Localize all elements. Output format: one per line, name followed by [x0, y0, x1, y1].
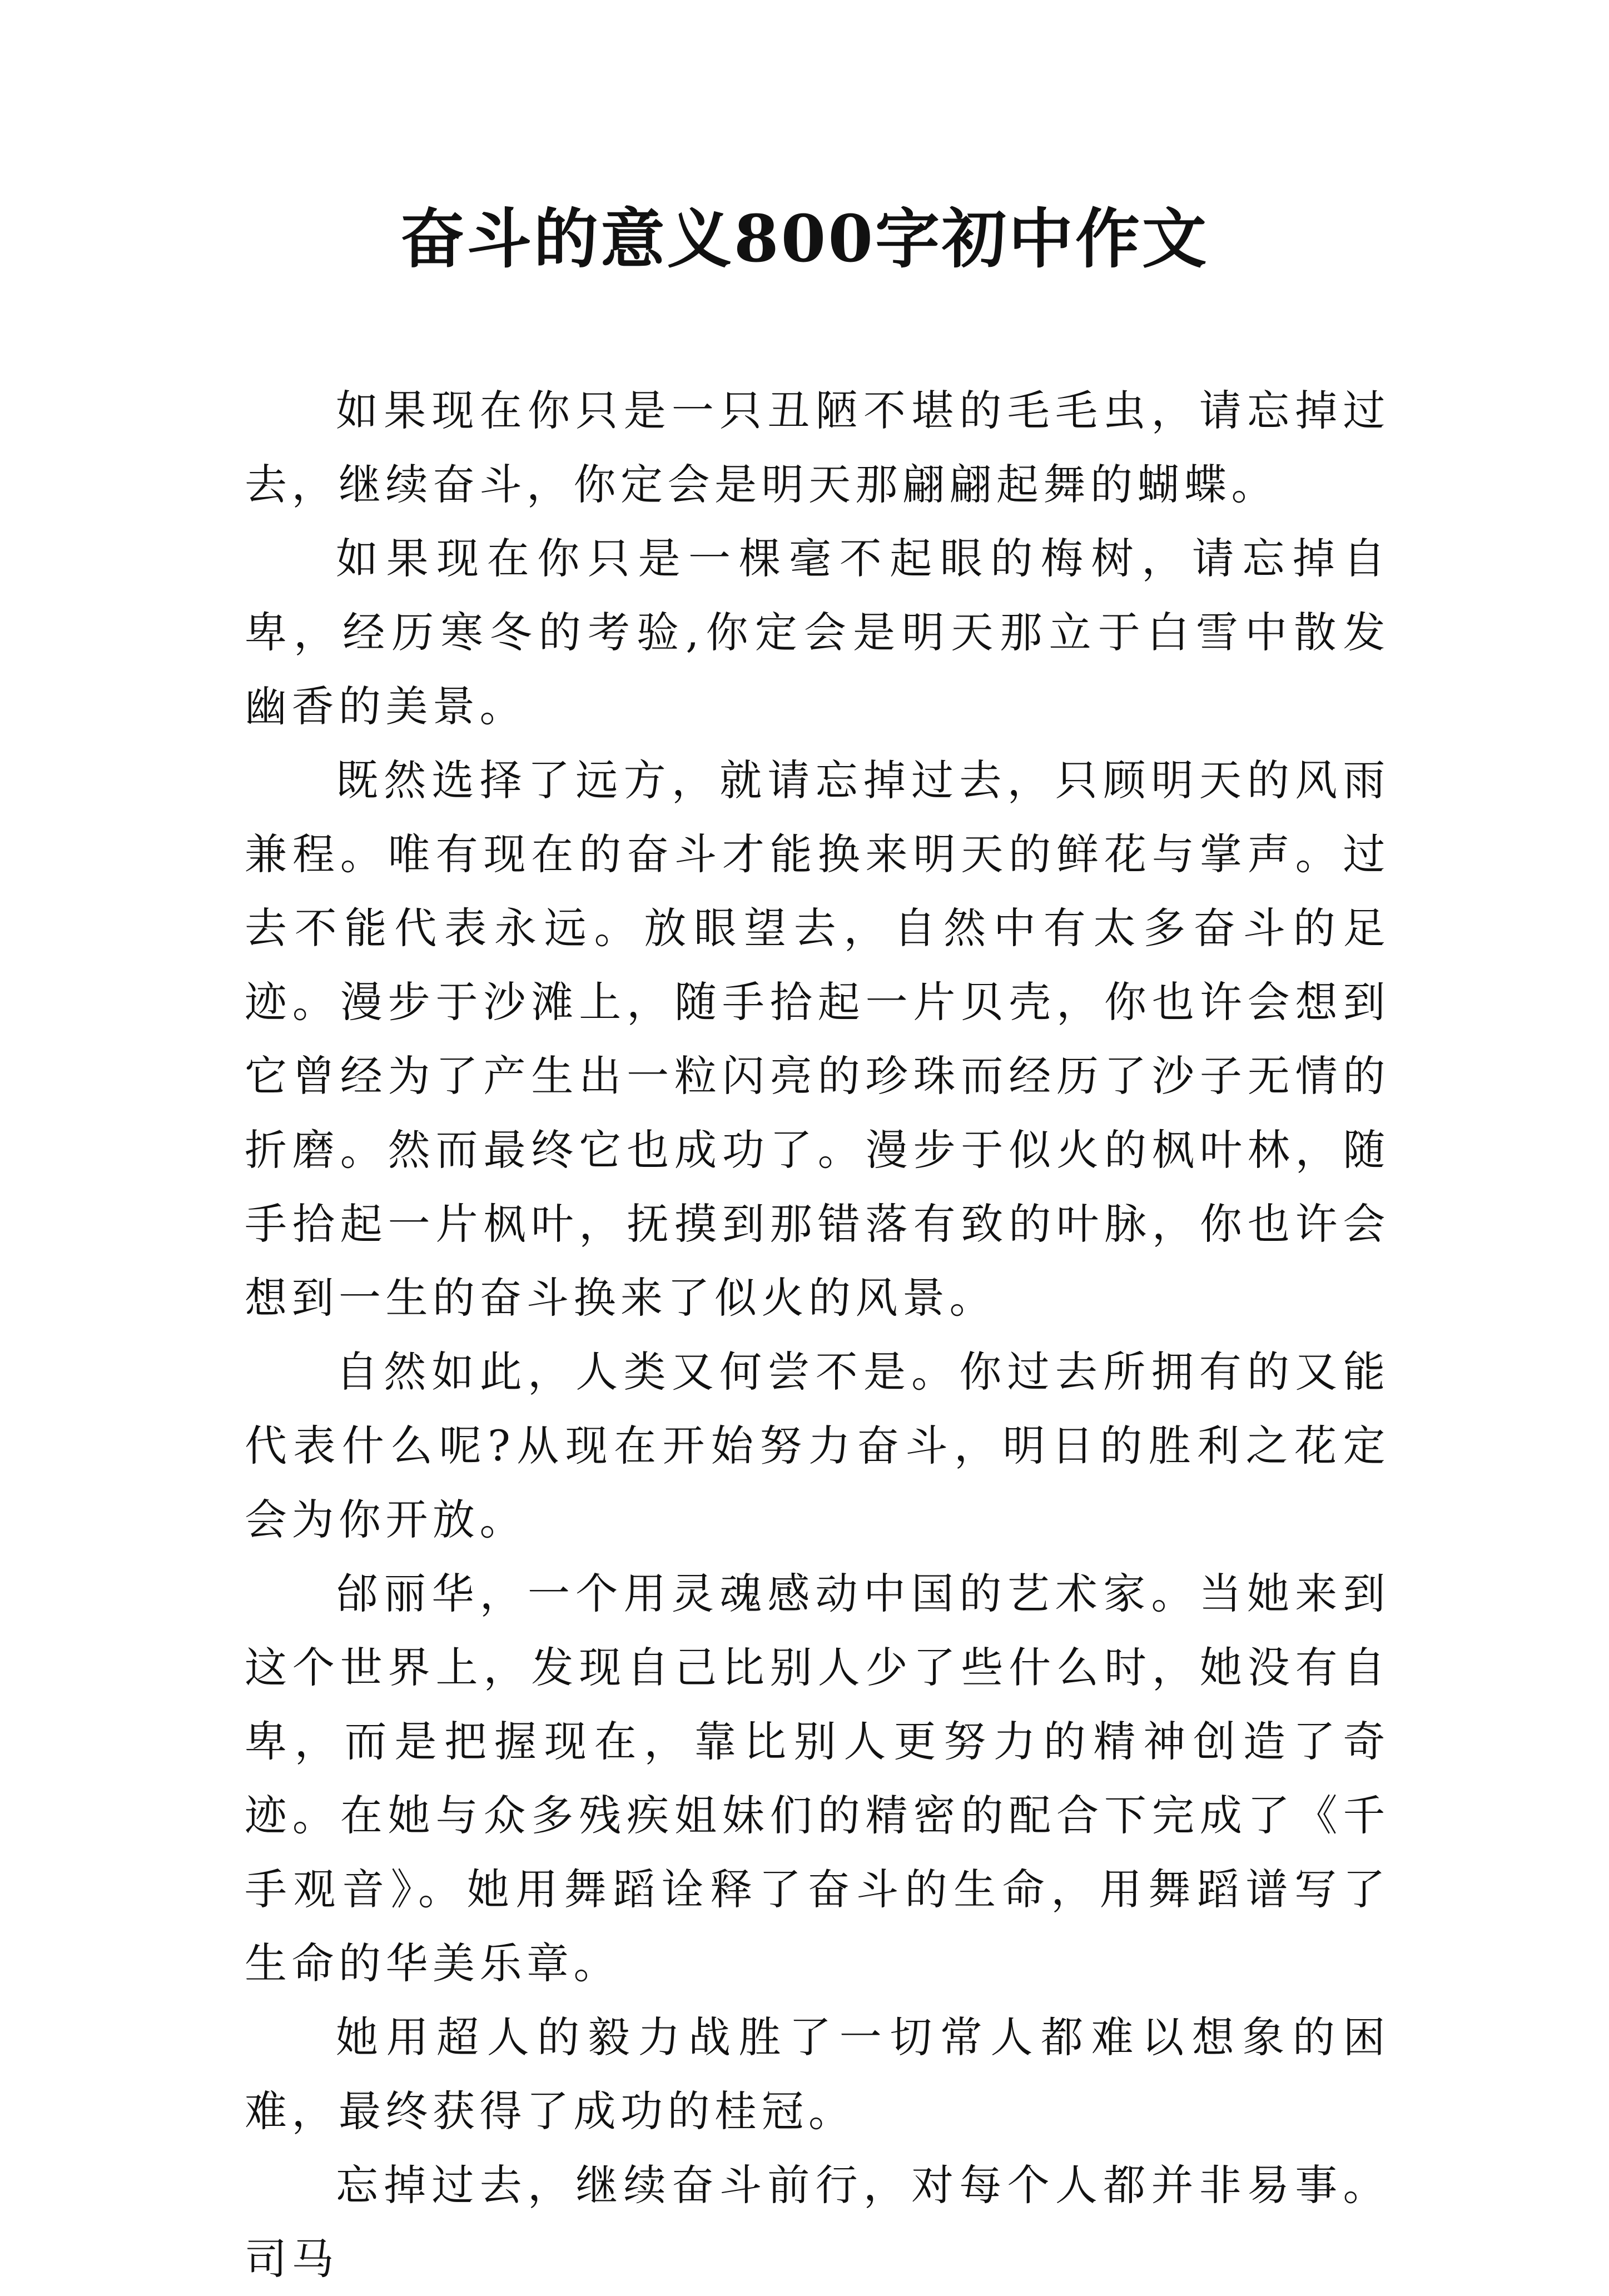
paragraph-7: 忘掉过去，继续奋斗前行，对每个人都并非易事。司马 [245, 2160, 1390, 2284]
paragraph-3: 既然选择了远方，就请忘掉过去，只顾明天的风雨兼程。唯有现在的奋斗才能换来明天的鲜花与掌声。过去不能代表永远。放眼望去，自然中有太多奋斗的足迹。漫步于沙滩上，随手拾起一片贝壳，你也许会想到它曾经为了产生出一粒闪亮的珍珠而经历了沙子无情的折磨。然而最终它也成功了。漫步于似火的枫叶林，随手拾起一片枫叶，抚摸到那错落有致的叶脉，你也许会想到一生的奋斗换来了似火的风景。 [245, 756, 1390, 1323]
paragraph-5: 邰丽华，一个用灵魂感动中国的艺术家。当她来到这个世界上，发现自己比别人少了些什么时，她没有自卑，而是把握现在，靠比别人更努力的精神创造了奇迹。在她与众多残疾姐妹们的精密的配合下完成了《千手观音》。她用舞蹈诠释了奋斗的生命，用舞蹈谱写了生命的华美乐章。 [245, 1569, 1390, 1988]
paragraph-6: 她用超人的毅力战胜了一切常人都难以想象的困难，最终获得了成功的桂冠。 [245, 2012, 1390, 2136]
document-title: 奋斗的意义800字初中作文 [400, 201, 1209, 277]
paragraph-4: 自然如此，人类又何尝不是。你过去所拥有的又能代表什么呢?从现在开始努力奋斗，明日的胜利之花定会为你开放。 [245, 1347, 1390, 1544]
paragraph-2: 如果现在你只是一棵毫不起眼的梅树，请忘掉自卑，经历寒冬的考验,你定会是明天那立于白雪中散发幽香的美景。 [245, 534, 1390, 731]
paragraph-1: 如果现在你只是一只丑陋不堪的毛毛虫，请忘掉过去，继续奋斗，你定会是明天那翩翩起舞的蝴蝶。 [245, 386, 1390, 509]
document-body [245, 374, 1390, 2296]
